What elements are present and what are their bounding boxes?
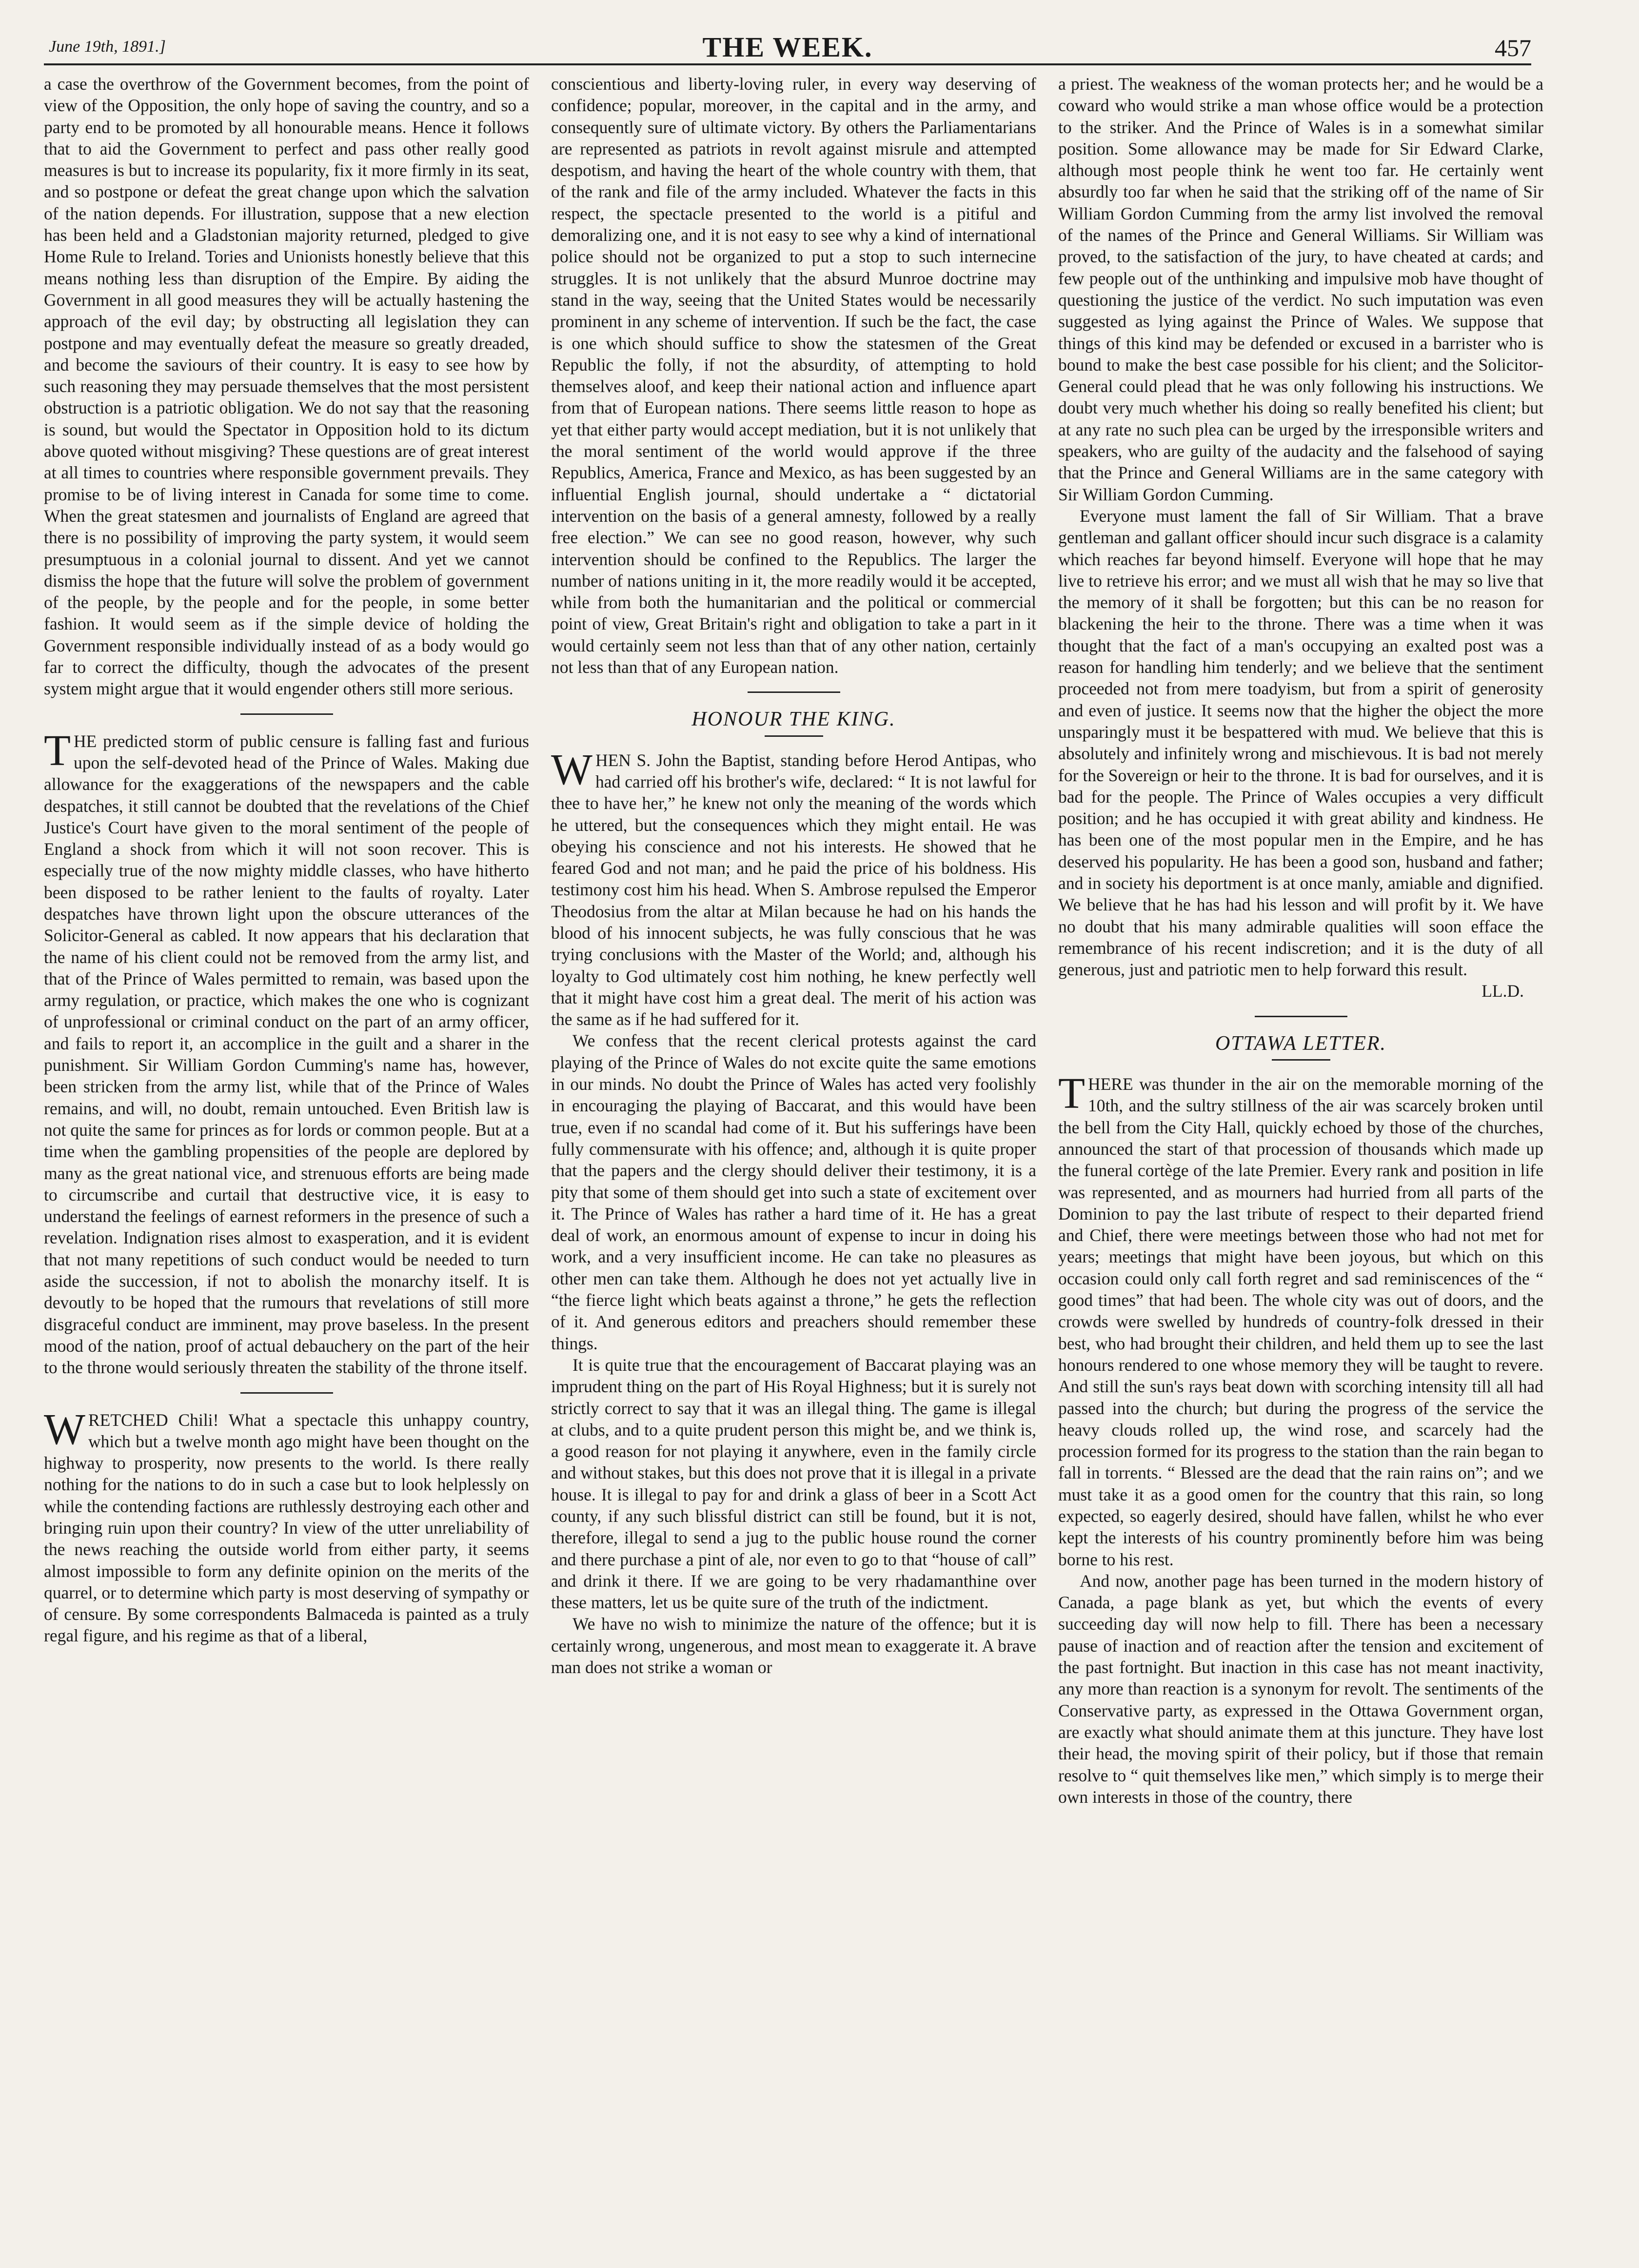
section-divider: [1255, 1016, 1347, 1017]
article-paragraph: Everyone must lament the fall of Sir William. That a brave gentleman and gallant officer should incur such disgrace is a calamity which reaches far beyond himself. Everyone will hope that he may live to retrieve his error; and we must all wish that he may so live that the memory of it shall be forgotten; but this can be no reason for blackening the heir to the throne. There was a time when it was thought that the fact of a man's occupying an exalted post was a reason for handling him tenderly; and we believe that the sentiment proceeded not from mere toadyism, but from a spirit of generosity and even of justice. It seems now that the higher the object the more unsparingly must it be bespattered with mud. We believe that this is absolutely and infinitely wrong and mischievous. It is bad not merely for the Sovereign or heir to the throne. It is bad for ourselves, and it is bad for the people. The Prince of Wales occupies a very difficult position; and he has occupied it with great ability and kindness. He has been one of the most popular men in the Empire, and he has deserved his popularity. He has been a good son, husband and father; and in society his deportment is at once manly, amiable and dignified. We believe that he has had his lesson and will profit by it. We have no doubt that his many admirable qualities will soon efface the remembrance of his recent indiscretion; and it is the duty of all generous, just and patriotic men to help forward this result.: [1058, 506, 1543, 980]
article-paragraph: WHEN S. John the Baptist, standing before Herod Antipas, who had carried off his brother's wife, declared: “ It is not lawful for thee to have her,” he knew not only the meaning of the words which he uttered, but the consequences which they might entail. He was obeying his conscience and not his interests. He showed that he feared God and not man; and he paid the price of his boldness. His testimony cost him his head. When S. Ambrose repulsed the Emperor Theodosius from the altar at Milan because he had on his hands the blood of his innocent subjects, he was fully conscious that he was trying conclusions with the Master of the World; and, although his loyalty to God ultimately cost him nothing, he knew perfectly well that it might have cost him a great deal. The merit of his action was the same as if he had suffered for it.: [551, 745, 1036, 1029]
page-header: [44, 27, 1531, 65]
publication-title: THE WEEK.: [702, 31, 873, 63]
article-paragraph: We have no wish to minimize the nature of the offence; but it is certainly wrong, ungenerous, and most mean to exaggerate it. A brave man does not strike a woman or: [551, 1614, 1036, 1677]
section-divider: [240, 713, 333, 715]
section-title-honour-the-king: HONOUR THE KING.: [691, 708, 896, 731]
article-paragraph: THE predicted storm of public censure is falling fast and furious upon the self-devoted head of the Prince of Wales. Making due allowance for the exaggerations of the newspapers and the cable despatches, it still cannot be doubted that the revelations of the Chief Justice's Court have given to the moral sentiment of the people of England a shock from which it will not soon recover. This is especially true of the now mighty middle classes, who have hitherto been disposed to be rather lenient to the faults of royalty. Later despatches have thrown light upon the obscure utterances of the Solicitor-General as cabled. It now appears that his declaration that the name of his client could not be removed from the army list, and that of the Prince of Wales permitted to remain, was based upon the army regulation, or practice, which makes the one who is cognizant of unprofessional or criminal conduct on the part of an army officer, and fails to report it, an accomplice in the guilt and a sharer in the punishment. Sir William Gordon Cumming's name has, however, been stricken from the army list, while that of the Prince of Wales remains, and will, no doubt, remain untouched. Even British law is not quite the same for princes as for lords or common people. But at a time when the gambling propensities of the people are deplored by many as the great national vice, and strenuous efforts are being made to circumscribe and curtail that destructive vice, it is easy to understand the feelings of earnest reformers in the presence of such a revelation. Indignation rises almost to exasperation, and it is evident that not many repetitions of such conduct would be needed to turn aside the succession, if not to abolish the monarchy itself. It is devoutly to be hoped that the rumours that revelations of still more disgraceful conduct are imminent, may prove baseless. In the present mood of the nation, proof of actual debauchery on the part of the heir to the throne would seriously threaten the stability of the throne itself.: [44, 726, 529, 1378]
article-paragraph: It is quite true that the encouragement of Baccarat playing was an imprudent thing on the part of His Royal Highness; but it is surely not strictly correct to say that it was an illegal thing. The game is illegal at clubs, and to a quite prudent person this might be, and we think is, a good reason for not playing it anywhere, even in the family circle and without stakes, but this does not prove that it is illegal in a private house. It is illegal to pay for and drink a glass of beer in a Scott Act county, if any such blissful district can still be found, but it is not, therefore, illegal to send a jug to the public house round the corner and there purchase a pint of ale, nor even to go to that “house of call” and drink it there. If we are going to be very rhadamanthine over these matters, let us be quite sure of the truth of the indictment.: [551, 1355, 1036, 1613]
page-number: 457: [1495, 34, 1531, 61]
section-divider: [240, 1392, 333, 1394]
article-paragraph: WRETCHED Chili! What a spectacle this unhappy country, which but a twelve month ago might have been thought on the highway to prosperity, now presents to the world. Is there really nothing for the nations to do in such a case but to look helplessly on while the contending factions are ruthlessly destroying each other and bringing ruin upon their country? In view of the utter unreliability of the news reaching the outside world from either party, it seems almost impossible to form any definite opinion on the merits of the quarrel, or to determine which party is most deserving of sympathy or of censure. By some correspondents Balmaceda is painted as a truly regal figure, and his regime as that of a liberal,: [44, 1405, 529, 1646]
author-signature: LL.D.: [1481, 981, 1524, 1001]
column-2: [551, 73, 1036, 1678]
issue-date: June 19th, 1891.]: [49, 38, 166, 56]
title-underline: [765, 735, 823, 737]
article-paragraph: And now, another page has been turned in the modern history of Canada, a page blank as yet, but which the events of every succeeding day will now help to fill. There has been a necessary pause of inaction and of reaction after the tension and excitement of the past fortnight. But inaction in this case has not meant inactivity, any more than reaction is a synonym for revolt. The sentiments of the Conservative party, as expressed in the Ottawa Government organ, are exactly what should animate them at this juncture. They have lost their head, the moving spirit of their policy, but if those that remain resolve to “ quit themselves like men,” which simply is to merge their own interests in those of the country, there: [1058, 1571, 1543, 1807]
article-paragraph: We confess that the recent clerical protests against the card playing of the Prince of Wales do not excite quite the same emotions in our minds. No doubt the Prince of Wales has acted very foolishly in encouraging the playing of Baccarat, and this would have been true, even if no scandal had come of it. But his sufferings have been fully commensurate with his offence; and, although it is quite proper that the papers and the clergy should deliver their testimony, it is a pity that some of them should get into such a state of excitement over it. The Prince of Wales has rather a hard time of it. He has a great deal of work, an enormous amount of expense to incur in doing his work, and a very insufficient income. He can take no pleasures as other men can take them. Although he does not yet actually live in “the fierce light which beats against a throne,” he gets the reflection of it. And generous editors and preachers should remember these things.: [551, 1031, 1036, 1353]
article-paragraph: a case the overthrow of the Government becomes, from the point of view of the Opposition, the only hope of saving the country, and so a party end to be promoted by all honourable means. Hence it follows that to aid the Government to perfect and pass other really good measures is but to increase its popularity, fix it more firmly in its seat, and so postpone or defeat the great change upon which the salvation of the nation depends. For illustration, suppose that a new election has been held and a Gladstonian majority returned, pledged to give Home Rule to Ireland. Tories and Unionists honestly believe that this means nothing less than disruption of the Empire. By aiding the Government in all good measures they will be actually hastening the approach of the evil day; by obstructing all legislation they can postpone and may eventually defeat the measure so greatly dreaded, and become the saviours of their country. It is easy to see how by such reasoning they may persuade themselves that the most persistent obstruction is a patriotic obligation. We do not say that the reasoning is sound, but would the Spectator in Opposition hold to its dictum above quoted without misgiving? These questions are of great interest at all times to countries where responsible government prevails. They promise to be of living interest in Canada for some time to come. When the great statesmen and journalists of England are agreed that there is no possibility of improving the party system, it would seem presumptuous in a colonial journal to dissent. And yet we cannot dismiss the hope that the future will solve the problem of government of the people, by the people and for the people, in some better fashion. It would seem as if the simple device of holding the Government responsible individually instead of as a body would go far to correct the difficulty, though the advocates of the present system might argue that it would engender others still more serious.: [44, 74, 529, 699]
section-divider: [748, 691, 840, 693]
article-paragraph: conscientious and liberty-loving ruler, in every way deserving of confidence; popular, moreover, in the capital and in the army, and consequently sure of ultimate victory. By others the Parliamentarians are represented as patriots in revolt against misrule and attempted despotism, and having the heart of the whole country with them, that of the rank and file of the army included. Whatever the facts in this respect, the spectacle presented to the world is a pitiful and demoralizing one, and it is not easy to see why a kind of international police should not be organized to put a stop to such internecine struggles. It is not unlikely that the absurd Munroe doctrine may stand in the way, seeing that the United States would be necessarily prominent in any scheme of intervention. If such be the fact, the case is one which should suffice to show the statesmen of the Great Republic the folly, if not the absurdity, of attempting to hold themselves aloof, and keep their national action and influence apart from that of European nations. There seems little reason to hope as yet that either party would accept mediation, but it is not unlikely that the moral sentiment of the world would approve if the three Republics, America, France and Mexico, as has been suggested by an influential English journal, should undertake a “ dictatorial intervention on the basis of a general amnesty, followed by a really free election.” We can see no good reason, however, why such intervention should be confined to the Republics. The larger the number of nations uniting in it, the more readily would it be accepted, while from both the humanitarian and the political or commercial point of view, Great Britain's right and obligation to take a part in it would certainly seem not less than that of any other nation, certainly not less than that of any European nation.: [551, 74, 1036, 677]
section-title-ottawa-letter: OTTAWA LETTER.: [1215, 1032, 1387, 1055]
column-1: [44, 73, 529, 1647]
article-paragraph: a priest. The weakness of the woman protects her; and he would be a coward who would strike a man whose office would be a protection to the striker. And the Prince of Wales is in a somewhat similar position. Some allowance may be made for Sir Edward Clarke, although most people think he went too far. He certainly went absurdly too far when he said that the striking off of the name of Sir William Gordon Cumming from the army list involved the removal of the names of the Prince and General Williams. Sir William was proved, to the satisfaction of the jury, to have cheated at cards; and few people out of the unthinking and impulsive mob have thought of questioning the justice of the verdict. No such imputation was even suggested as lying against the Prince of Wales. We suppose that things of this kind may be defended or excused in a barrister who is bound to make the best case possible for his client; and the Solicitor-General could plead that he was only following his instructions. We doubt very much whether his doing so really benefited his client; but at any rate no such plea can be urged by the irresponsible writers and speakers, who are guilty of the audacity and the falsehood of saying that the Prince and General Williams are in the same category with Sir William Gordon Cumming.: [1058, 74, 1543, 504]
article-paragraph: THERE was thunder in the air on the memorable morning of the 10th, and the sultry stillness of the air was scarcely broken until the bell from the City Hall, quickly echoed by those of the churches, announced the start of that procession of thousands which made up the funeral cortège of the late Premier. Every rank and position in life was represented, and as mourners had hurried from all parts of the Dominion to pay the last tribute of respect to their departed friend and Chief, there were meetings between those who had not met for years; meetings that might have been joyous, but which on this occasion could only call forth regret and sad reminiscences of the “ good times” that had been. The whole city was out of doors, and the crowds were swelled by hundreds of country-folk dressed in their best, who had brought their children, and held them up to see the last honours rendered to one whose memory they will be taught to revere. And still the sun's rays beat down with scorching intensity till all had passed into the church; but during the progress of the service the heavy clouds rolled up, the wind rose, and scarcely had the procession formed for its progress to the station than the rain began to fall in torrents. “ Blessed are the dead that the rain rains on”; and we must take it as a good omen for the country that this rain, so long expected, so eagerly desired, should have fallen, whilst he who ever kept the interests of his country prominently before him was being borne to his rest.: [1058, 1069, 1543, 1569]
column-3: [1058, 73, 1543, 1808]
title-underline: [1272, 1059, 1330, 1061]
